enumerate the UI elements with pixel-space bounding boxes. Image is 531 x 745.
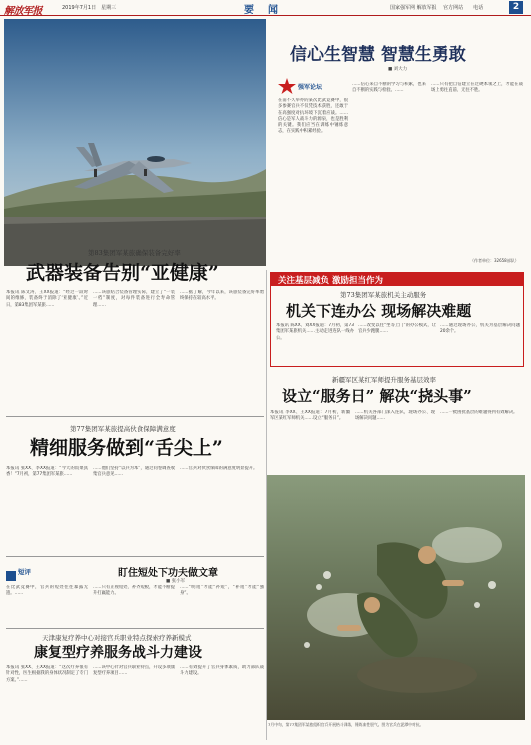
article2-kicker: 第77集团军某旅提高伙食保障满意度 [70, 425, 176, 433]
star-badge-icon [278, 78, 296, 94]
column-label: 强军论坛 [298, 84, 323, 91]
article3-body-col1: 本报讯 李XX、王XX报道：7月初，新疆军区某红军师机关……设立“服务日”。 [270, 410, 350, 422]
article3-body-col2: ……机关各部门深入连队，现场办公、现场解决问题…… [355, 410, 435, 422]
article1-body-col3: ……据了解，今年以来，该旅装备完好率始终保持在较高水平。 [180, 290, 264, 302]
featured-banner-text: 关注基层减负 激励担当作为 [278, 276, 383, 286]
brief-body-col1: 在比武竞赛中，官兵的短处往往暴露无遗。…… [6, 585, 88, 597]
combat-training-photo [267, 475, 525, 720]
issue-date: 2019年7月1日 星期三 [62, 5, 117, 11]
divider [6, 556, 264, 557]
article2-body-col1: 本报讯 张XX、李XX报道：“今天的饭菜真香！”7月初，第77集团军某旅…… [6, 466, 88, 478]
article3-body-col3: ……一批困扰基层的难题得到有效解决。 [440, 410, 518, 415]
article4-headline: 康复型疗养服务战斗力建设 [34, 645, 202, 661]
article2-body-col3: ……官兵对伙食保障的满意度明显提升。 [180, 466, 258, 471]
newspaper-logo: 解放军报 [4, 6, 42, 17]
article2-body-col2: ……他们坚持“以兵为本”，通过问卷调查收集官兵意见…… [93, 466, 175, 478]
commentary-body-col1: 在前不久举办的某次比武竞赛中，很多参赛官兵不仅凭技术获胜，还敢于在高强度对抗环境下沉着应战。……信心是军人战斗力的源泉，也是胜利的关键。我们应当在训练中锤炼意志，在实践中积累经验。 [278, 98, 348, 135]
brief-body-col3: ……“明短”才能“补短”，“补短”才能“强身”。 [180, 585, 264, 597]
brief-body-col2: ……只有正视短处、补齐短板，才能不断提升打赢能力。 [93, 585, 175, 597]
photo-caption: 7月中旬，第77集团军某旅组织官兵开展格斗训练，锤炼血性胆气。图为官兵在泥潭中对抗。 [268, 722, 424, 727]
redbox-body-col3: ……通过现场办公，机关为基层解决问题20余个。 [440, 323, 520, 335]
article3-headline: 设立“服务日” 解决“挠头事” [282, 387, 472, 405]
section-title: 要 闻 [244, 5, 280, 16]
commentary-note: （作者单位：32658部队） [470, 258, 519, 263]
commentary-byline: ■ 刘大力 [388, 67, 408, 72]
brief-headline: 盯住短处下功夫做文章 [118, 568, 218, 579]
redbox-headline: 机关下连办公 现场解决难题 [286, 302, 472, 320]
article4-body-col2: ……该中心针对官兵职业特点，开设多项康复型疗养项目…… [93, 665, 175, 677]
article1-kicker: 第83集团军某旅确保装备完好率 [88, 249, 181, 257]
brief-tag-label: 短评 [18, 568, 31, 576]
fighter-jet-photo [4, 19, 266, 266]
combat-training-illustration [267, 475, 525, 720]
article2-headline: 精细服务做到“舌尖上” [30, 437, 223, 459]
divider [6, 628, 264, 629]
brief-byline: ■ 张小军 [166, 579, 186, 584]
article3-kicker: 新疆军区某红军师提升服务基层效率 [332, 376, 436, 384]
redbox-body-col1: 本报讯 陈XX、刘XX报道：7月初，第73集团军某旅机关……主动走进连队一线办公。 [276, 323, 354, 341]
divider [6, 416, 264, 417]
masthead-info: 国家强军网 解放军报 官方网站 电话 [390, 5, 484, 11]
article1-body-col1: 本报讯 陈文涛、王XX报道：“经过一段时间的维修，装备终于消除了‘亚健康’。”近日，第83集团军某旅…… [6, 290, 88, 308]
redbox-body-col2: ……改变以往“坐等上门”的办公模式，让官兵少跑腿…… [358, 323, 436, 335]
redbox-kicker: 第73集团军某旅机关主动服务 [340, 291, 427, 299]
article1-body-col2: ……该旅结合装备管理实际，建立了“一装一档”制度，对每件装备进行全寿命管理…… [93, 290, 175, 308]
fighter-jet-illustration [4, 19, 266, 266]
page-number: 2 [509, 1, 523, 14]
article1-headline: 武器装备告别“亚健康” [26, 262, 219, 284]
article4-kicker: 天津康复疗养中心对接官兵职业特点探索疗养新模式 [42, 634, 192, 642]
article4-body-col1: 本报讯 张XX、王XX报道：“这次疗养很有针对性，医生根据我的身体状况制定了专门方案。”…… [6, 665, 88, 683]
article4-body-col3: ……有效提升了官兵身体素质，助力部队战斗力建设。 [180, 665, 264, 677]
commentary-body-col2: ……信心来自不断的学习与积累，也来自不断的实践与检验。…… [352, 82, 426, 94]
commentary-body-col3: ……只有把自信建立在过硬本领之上，才能在战场上勇往直前、无往不胜。 [431, 82, 523, 94]
commentary-headline: 信心生智慧 智慧生勇敢 [290, 45, 466, 65]
